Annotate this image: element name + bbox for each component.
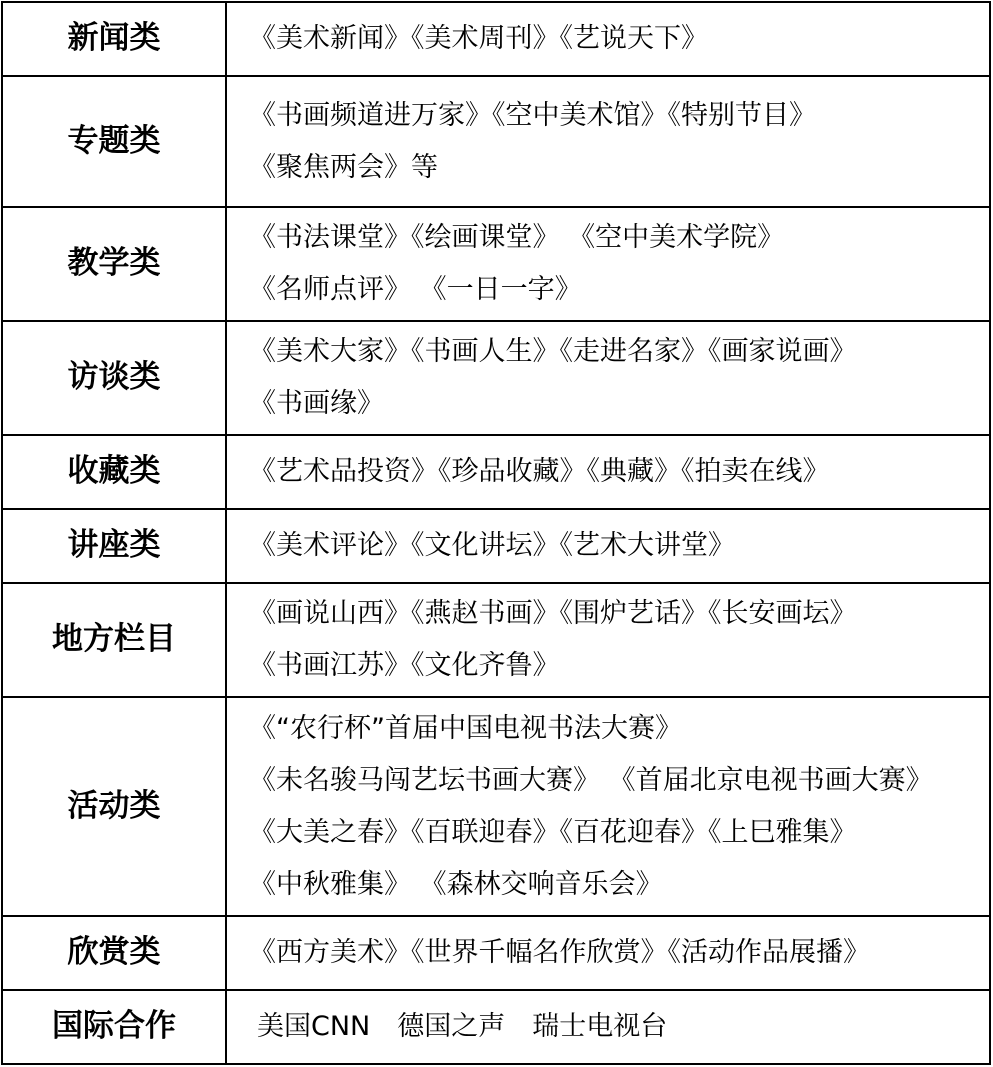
category-label: 教学类 xyxy=(2,207,226,321)
table-row xyxy=(2,990,990,1064)
program-list xyxy=(226,583,990,697)
program-line: 《美术新闻》《美术周刊》《艺说天下》 xyxy=(249,23,708,54)
program-line: 《西方美术》《世界千幅名作欣赏》《活动作品展播》 xyxy=(249,937,870,968)
program-line: 《美术评论》《文化讲坛》《艺术大讲堂》 xyxy=(249,530,735,561)
program-line: 《书法课堂》《绘画课堂》 《空中美术学院》 xyxy=(249,222,785,253)
category-label: 收藏类 xyxy=(2,435,226,509)
category-label: 专题类 xyxy=(2,76,226,207)
program-list xyxy=(226,697,990,916)
category-label: 活动类 xyxy=(2,697,226,916)
program-line: 《艺术品投资》《珍品收藏》《典藏》《拍卖在线》 xyxy=(249,456,830,487)
program-line: 《美术大家》《书画人生》《走进名家》《画家说画》 xyxy=(249,336,857,367)
program-list xyxy=(226,916,990,990)
program-list xyxy=(226,76,990,207)
program-list xyxy=(226,435,990,509)
program-line: 《名师点评》 《一日一字》 xyxy=(249,274,582,305)
table-row xyxy=(2,2,990,76)
program-list xyxy=(226,2,990,76)
program-line: 《未名骏马闯艺坛书画大赛》 《首届北京电视书画大赛》 xyxy=(249,764,933,796)
table-row xyxy=(2,916,990,990)
program-category-table xyxy=(1,1,991,1065)
category-label: 国际合作 xyxy=(2,990,226,1064)
table-row xyxy=(2,76,990,207)
program-list xyxy=(226,990,990,1064)
table-row xyxy=(2,509,990,583)
category-label: 地方栏目 xyxy=(2,583,226,697)
program-line: 《书画频道进万家》《空中美术馆》《特别节目》 xyxy=(249,99,816,131)
program-line: 《画说山西》《燕赵书画》《围炉艺话》《长安画坛》 xyxy=(249,598,857,629)
category-label: 欣赏类 xyxy=(2,916,226,990)
category-label: 新闻类 xyxy=(2,2,226,76)
program-line: 《书画江苏》《文化齐鲁》 xyxy=(249,650,560,681)
table-row xyxy=(2,435,990,509)
table-row xyxy=(2,207,990,321)
program-list xyxy=(226,509,990,583)
category-label: 讲座类 xyxy=(2,509,226,583)
program-line: 《大美之春》《百联迎春》《百花迎春》《上巳雅集》 xyxy=(249,816,857,848)
program-list xyxy=(226,207,990,321)
program-line: 《“农行杯”首届中国电视书法大赛》 xyxy=(249,712,682,744)
program-line: 美国CNN 德国之声 瑞士电视台 xyxy=(257,1011,668,1042)
table-row xyxy=(2,583,990,697)
program-list xyxy=(226,321,990,435)
table-row xyxy=(2,321,990,435)
program-line: 《书画缘》 xyxy=(249,388,384,419)
program-line: 《中秋雅集》 《森林交响音乐会》 xyxy=(249,868,663,900)
table-row xyxy=(2,697,990,916)
program-line: 《聚焦两会》等 xyxy=(249,151,438,183)
category-label: 访谈类 xyxy=(2,321,226,435)
